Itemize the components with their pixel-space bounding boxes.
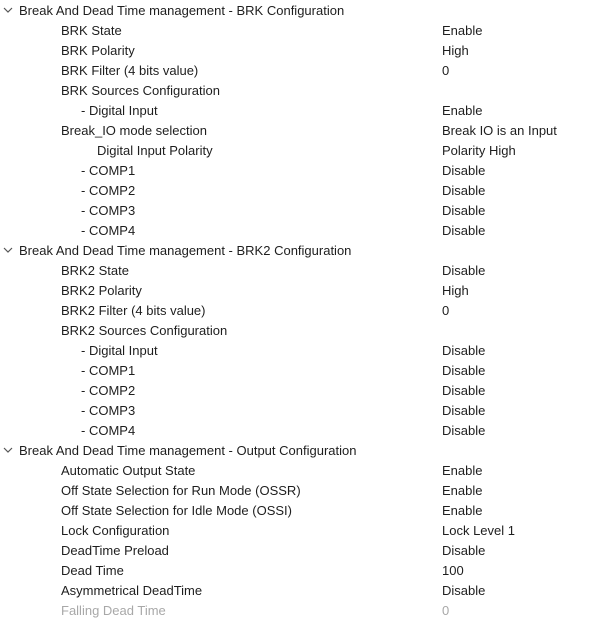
param-row-brk-polarity[interactable] (0, 41, 599, 61)
param-row-brk2-filter-4-bits-value[interactable] (0, 301, 599, 321)
param-value[interactable]: Lock Level 1 (442, 523, 515, 538)
param-row-break-io-mode-selection[interactable] (0, 121, 599, 141)
param-name: BRK Polarity (61, 43, 135, 58)
param-row-digital-input[interactable] (0, 101, 599, 121)
param-name: - Digital Input (81, 103, 158, 118)
param-row-brk2-polarity[interactable] (0, 281, 599, 301)
param-value: 0 (442, 603, 450, 618)
group-header-1[interactable] (0, 1, 599, 21)
param-value[interactable]: 0 (442, 303, 450, 318)
param-row-deadtime-preload[interactable] (0, 541, 599, 561)
param-value[interactable]: Disable (442, 183, 486, 198)
param-row-comp1[interactable] (0, 361, 599, 381)
param-value[interactable]: Disable (442, 423, 486, 438)
param-name: - COMP2 (81, 183, 136, 198)
param-row-comp2[interactable] (0, 181, 599, 201)
param-row-digital-input[interactable] (0, 341, 599, 361)
group-header-2[interactable] (0, 241, 599, 261)
param-row-dead-time[interactable] (0, 561, 599, 581)
param-name: Lock Configuration (61, 523, 170, 538)
param-row-brk2-state[interactable] (0, 261, 599, 281)
param-row-digital-input-polarity[interactable] (0, 141, 599, 161)
param-row-lock-configuration[interactable] (0, 521, 599, 541)
param-value[interactable]: Disable (442, 223, 486, 238)
param-value[interactable]: 0 (442, 63, 450, 78)
param-value[interactable]: High (442, 283, 469, 298)
param-name: - COMP1 (81, 363, 136, 378)
param-value[interactable]: Disable (442, 263, 486, 278)
param-name: BRK2 Filter (4 bits value) (61, 303, 206, 318)
param-row-comp4[interactable] (0, 221, 599, 241)
param-value[interactable]: Disable (442, 363, 486, 378)
chevron-down-icon[interactable] (3, 447, 13, 454)
group-header-3[interactable] (0, 441, 599, 461)
param-row-asymmetrical-deadtime[interactable] (0, 581, 599, 601)
param-value[interactable]: Enable (442, 483, 483, 498)
param-name: - Digital Input (81, 343, 158, 358)
param-row-brk2-sources-configuration[interactable] (0, 321, 599, 341)
param-name: Break_IO mode selection (61, 123, 207, 138)
chevron-down-icon[interactable] (3, 7, 13, 14)
param-name: - COMP2 (81, 383, 136, 398)
param-value[interactable]: Disable (442, 383, 486, 398)
param-row-brk-sources-configuration[interactable] (0, 81, 599, 101)
chevron-down-icon[interactable] (3, 247, 13, 254)
param-value[interactable]: Disable (442, 583, 486, 598)
param-row-comp1[interactable] (0, 161, 599, 181)
param-name: BRK2 State (61, 263, 129, 278)
param-name: - COMP4 (81, 223, 136, 238)
param-name: BRK Sources Configuration (61, 83, 220, 98)
param-name: BRK2 Polarity (61, 283, 142, 298)
param-name: Dead Time (61, 563, 124, 578)
group-title: Break And Dead Time management - Output Configuration (19, 443, 357, 458)
param-value[interactable]: Enable (442, 503, 483, 518)
param-value[interactable]: Enable (442, 463, 483, 478)
param-row-comp4[interactable] (0, 421, 599, 441)
param-name: Falling Dead Time (61, 603, 166, 618)
param-row-brk-filter-4-bits-value[interactable] (0, 61, 599, 81)
param-name: - COMP1 (81, 163, 136, 178)
param-name: Off State Selection for Run Mode (OSSR) (61, 483, 301, 498)
param-value[interactable]: 100 (442, 563, 464, 578)
param-value[interactable]: Polarity High (442, 143, 516, 158)
param-value[interactable]: Disable (442, 403, 486, 418)
param-row-off-state-selection-for-run-mode-ossr[interactable] (0, 481, 599, 501)
param-name: - COMP4 (81, 423, 136, 438)
param-row-automatic-output-state[interactable] (0, 461, 599, 481)
param-row-comp3[interactable] (0, 201, 599, 221)
param-row-brk-state[interactable] (0, 21, 599, 41)
param-name: DeadTime Preload (61, 543, 169, 558)
param-name: BRK State (61, 23, 122, 38)
param-value[interactable]: Disable (442, 343, 486, 358)
param-value[interactable]: Enable (442, 23, 483, 38)
group-title: Break And Dead Time management - BRK Configuration (19, 3, 345, 18)
param-row-comp3[interactable] (0, 401, 599, 421)
param-value[interactable]: Enable (442, 103, 483, 118)
param-value[interactable]: Disable (442, 203, 486, 218)
param-name: - COMP3 (81, 203, 136, 218)
param-row-falling-dead-time (0, 601, 599, 621)
param-value[interactable]: High (442, 43, 469, 58)
param-name: Automatic Output State (61, 463, 196, 478)
param-row-off-state-selection-for-idle-mode-ossi[interactable] (0, 501, 599, 521)
param-row-comp2[interactable] (0, 381, 599, 401)
param-name: BRK2 Sources Configuration (61, 323, 228, 338)
param-name: BRK Filter (4 bits value) (61, 63, 199, 78)
param-name: Off State Selection for Idle Mode (OSSI) (61, 503, 292, 518)
param-name: Asymmetrical DeadTime (61, 583, 203, 598)
param-value[interactable]: Disable (442, 543, 486, 558)
group-title: Break And Dead Time management - BRK2 Configuration (19, 243, 352, 258)
param-name: Digital Input Polarity (97, 143, 213, 158)
param-value[interactable]: Disable (442, 163, 486, 178)
param-value[interactable]: Break IO is an Input (442, 123, 557, 138)
param-name: - COMP3 (81, 403, 136, 418)
